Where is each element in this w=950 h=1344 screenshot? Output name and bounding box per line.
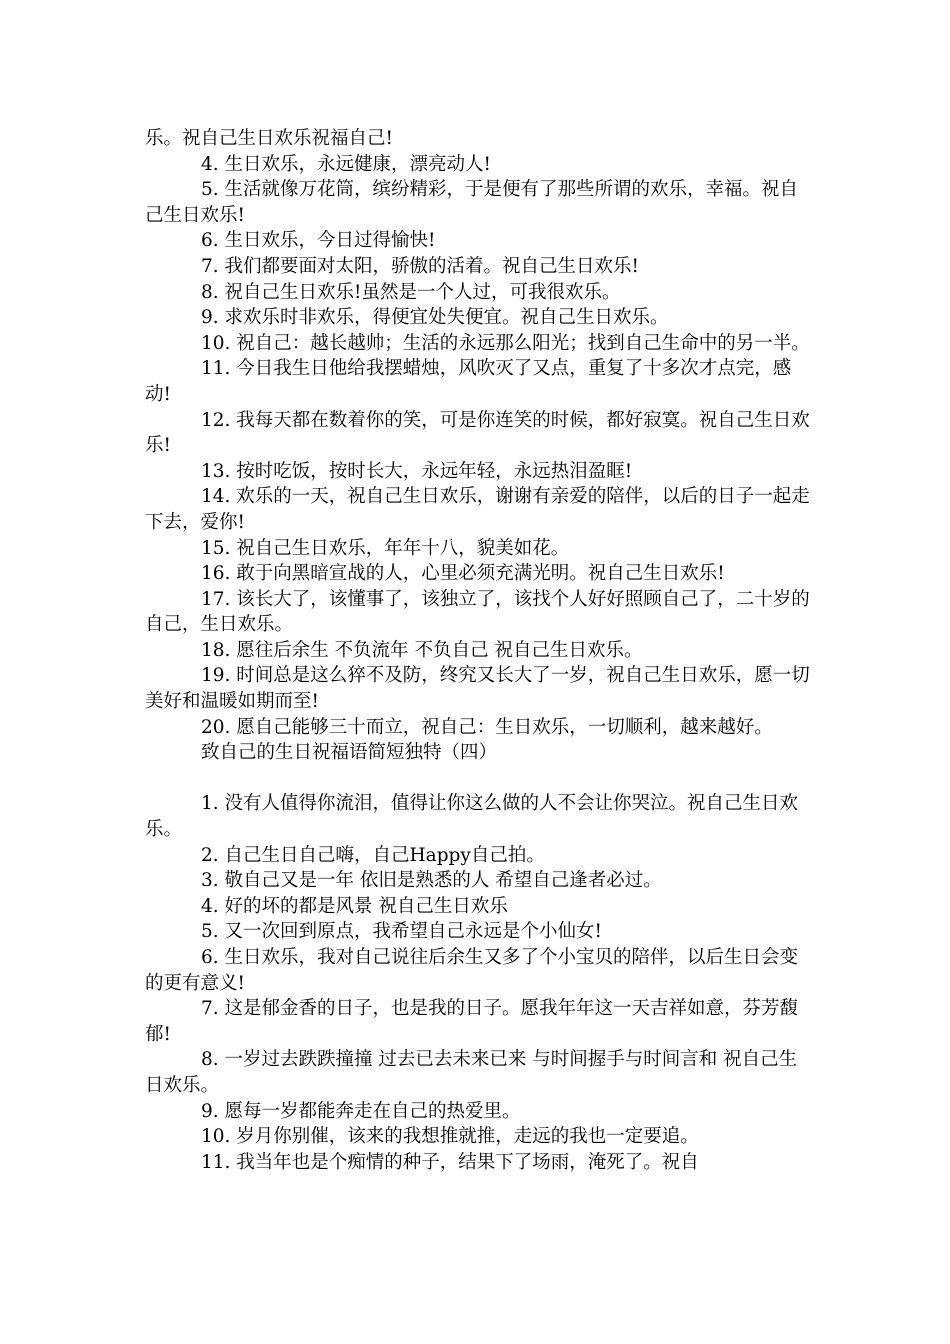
- paragraph: 10. 祝自己：越长越帅；生活的永远那么阳光；找到自己生命中的另一半。: [201, 332, 810, 354]
- paragraph: 11. 今日我生日他给我摆蜡烛，风吹灭了又点，重复了十多次才点完，感动!: [145, 358, 792, 405]
- paragraph: 9. 求欢乐时非欢乐，得便宜处失便宜。祝自己生日欢乐。: [201, 307, 669, 329]
- paragraph: 2. 自己生日自己嗨，自己Happy自己拍。: [201, 844, 545, 866]
- paragraph: 3. 敬自己又是一年 依旧是熟悉的人 希望自己逢者必过。: [201, 870, 662, 892]
- paragraph: 17. 该长大了，该懂事了，该独立了，该找个人好好照顾自己了，二十岁的自己，生日欢乐。: [145, 588, 810, 636]
- paragraph: 5. 又一次回到原点，我希望自己永远是个小仙女!: [201, 921, 602, 943]
- paragraph: 6. 生日欢乐，今日过得愉快!: [201, 230, 436, 252]
- paragraph: 6. 生日欢乐，我对自己说往后余生又多了个小宝贝的陪伴，以后生日会变的更有意义!: [145, 947, 799, 994]
- section-heading: 致自己的生日祝福语简短独特（四）: [201, 742, 498, 764]
- paragraph: 10. 岁月你别催，该来的我想推就推，走远的我也一定要追。: [201, 1126, 699, 1148]
- paragraph: 18. 愿往后余生 不负流年 不负自己 祝自己生日欢乐。: [201, 639, 643, 661]
- paragraph: 8. 祝自己生日欢乐!虽然是一个人过，可我很欢乐。: [201, 281, 621, 303]
- paragraph: 5. 生活就像万花筒，缤纷精彩，于是便有了那些所谓的欢乐，幸福。祝自己生日欢乐!: [145, 179, 799, 226]
- paragraph: 11. 我当年也是个痴情的种子，结果下了场雨，淹死了。祝自: [201, 1151, 699, 1173]
- paragraph: 9. 愿每一岁都能奔走在自己的热爱里。: [201, 1100, 521, 1122]
- paragraph: 7. 我们都要面对太阳，骄傲的活着。祝自己生日欢乐!: [201, 255, 639, 277]
- paragraph: 13. 按时吃饭，按时长大，永远年轻，永远热泪盈眶!: [201, 460, 633, 482]
- paragraph: 16. 敢于向黑暗宣战的人，心里必须充满光明。祝自己生日欢乐!: [201, 563, 725, 585]
- document-page: [145, 126, 810, 1175]
- paragraph: 7. 这是郁金香的日子，也是我的日子。愿我年年这一天吉祥如意，芬芳馥郁!: [145, 998, 799, 1045]
- paragraph: 4. 生日欢乐，永远健康，漂亮动人!: [201, 153, 491, 175]
- paragraph: 14. 欢乐的一天，祝自己生日欢乐，谢谢有亲爱的陪伴，以后的日子一起走下去，爱你!: [145, 486, 810, 533]
- blank-line: [145, 766, 810, 792]
- paragraph: 20. 愿自己能够三十而立，祝自己：生日欢乐，一切顺利，越来越好。: [201, 716, 773, 738]
- paragraph: 4. 好的坏的都是风景 祝自己生日欢乐: [201, 895, 508, 917]
- paragraph: 15. 祝自己生日欢乐，年年十八，貌美如花。: [201, 537, 570, 559]
- paragraph: 19. 时间总是这么猝不及防，终究又长大了一岁，祝自己生日欢乐，愿一切美好和温暖如期而至!: [145, 665, 810, 713]
- paragraph: 1. 没有人值得你流泪，值得让你这么做的人不会让你哭泣。祝自己生日欢乐。: [145, 793, 799, 841]
- paragraph: 8. 一岁过去跌跌撞撞 过去已去未来已来 与时间握手与时间言和 祝自己生日欢乐。: [145, 1049, 798, 1096]
- paragraph: 12. 我每天都在数着你的笑，可是你连笑的时候，都好寂寞。祝自己生日欢乐!: [145, 409, 810, 457]
- paragraph: 乐。祝自己生日欢乐祝福自己!: [145, 128, 393, 149]
